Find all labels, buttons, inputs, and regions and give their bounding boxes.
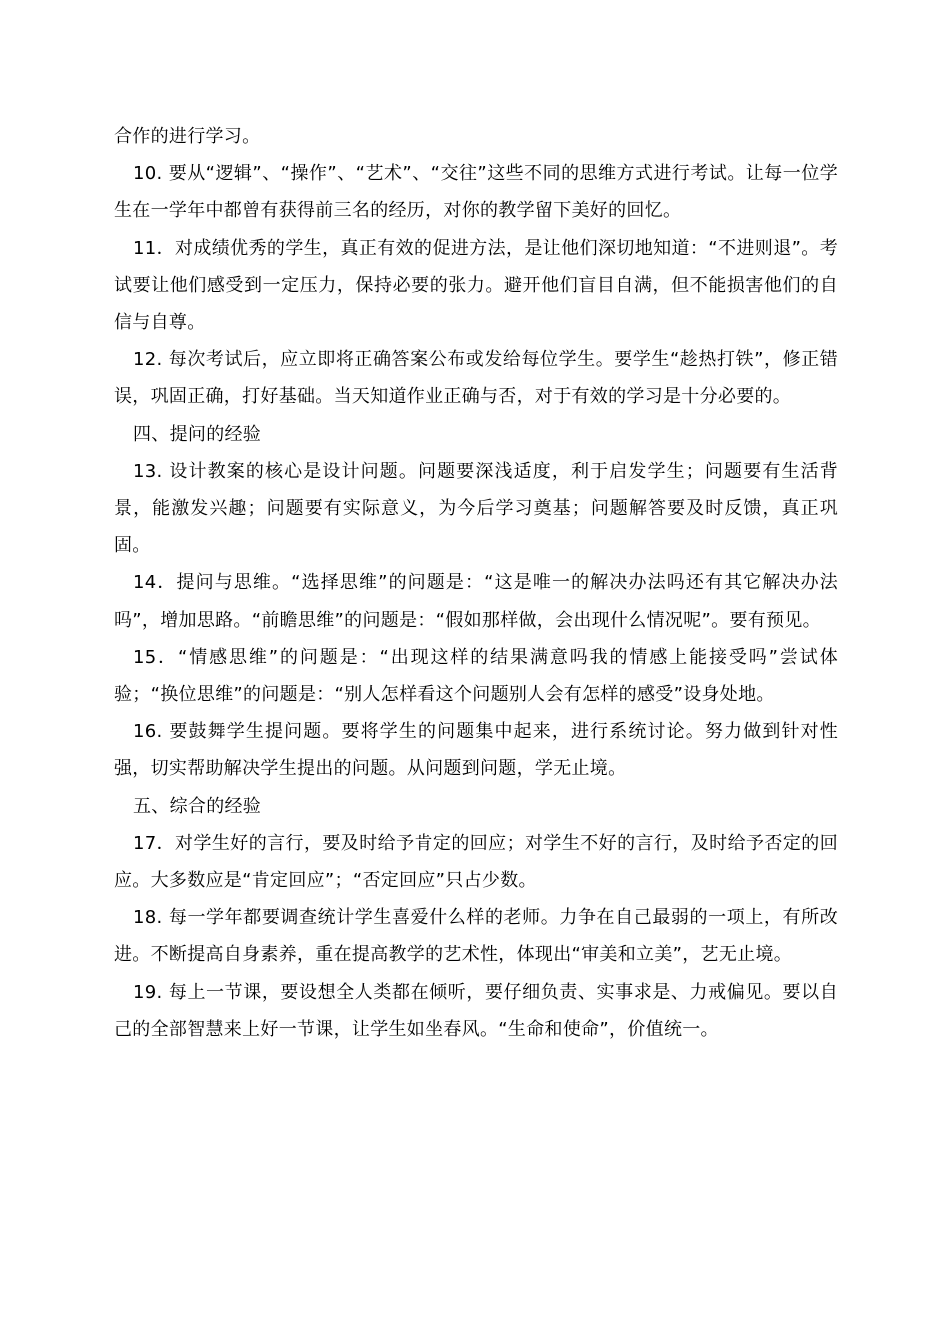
- section-heading-comprehensive: 五、综合的经验: [133, 795, 262, 817]
- section-heading-questioning: 四、提问的经验: [133, 423, 262, 445]
- paragraph-item-10: 10. 要从“逻辑”、“操作”、“艺术”、“交往”这些不同的思维方式进行考试。让每一位学生在一学年中都曾有获得前三名的经历，对你的教学留下美好的回忆。: [114, 163, 838, 222]
- paragraph-item-19: 19. 每上一节课，要设想全人类都在倾听，要仔细负责、实事求是、力戒偏见。要以自己的全部智慧来上好一节课，让学生如坐春风。“生命和使命”，价值统一。: [114, 981, 838, 1040]
- paragraph-item-15: 15．“情感思维”的问题是：“出现这样的结果满意吗我的情感上能接受吗”尝试体验；“换位思维”的问题是：“别人怎样看这个问题别人会有怎样的感受”设身处地。: [114, 646, 838, 706]
- paragraph-item-18: 18. 每一学年都要调查统计学生喜爱什么样的老师。力争在自己最弱的一项上，有所改进。不断提高自身素养，重在提高教学的艺术性，体现出“审美和立美”，艺无止境。: [114, 907, 838, 966]
- paragraph-item-13: 13. 设计教案的核心是设计问题。问题要深浅适度，利于启发学生；问题要有生活背景，能激发兴趣；问题要有实际意义，为今后学习奠基；问题解答要及时反馈，真正巩固。: [114, 460, 838, 557]
- paragraph-item-14: 14．提问与思维。“选择思维”的问题是：“这是唯一的解决办法吗还有其它解决办法吗”，增加思路。“前瞻思维”的问题是：“假如那样做，会出现什么情况呢”。要有预见。: [114, 572, 838, 631]
- paragraph-item-12: 12. 每次考试后，应立即将正确答案公布或发给每位学生。要学生“趁热打铁”，修正错误，巩固正确，打好基础。当天知道作业正确与否，对于有效的学习是十分必要的。: [114, 349, 838, 408]
- paragraph-item-17: 17．对学生好的言行，要及时给予肯定的回应；对学生不好的言行，及时给予否定的回应。大多数应是“肯定回应”；“否定回应”只占少数。: [114, 832, 838, 892]
- paragraph-item-11: 11．对成绩优秀的学生，真正有效的促进方法，是让他们深切地知道：“不进则退”。考试要让他们感受到一定压力，保持必要的张力。避开他们盲目自满，但不能损害他们的自信与自尊。: [114, 237, 838, 334]
- paragraph-continuation: 合作的进行学习。: [114, 126, 261, 147]
- document-body: [114, 118, 838, 1048]
- paragraph-item-16: 16. 要鼓舞学生提问题。要将学生的问题集中起来，进行系统讨论。努力做到针对性强，切实帮助解决学生提出的问题。从问题到问题，学无止境。: [114, 721, 838, 780]
